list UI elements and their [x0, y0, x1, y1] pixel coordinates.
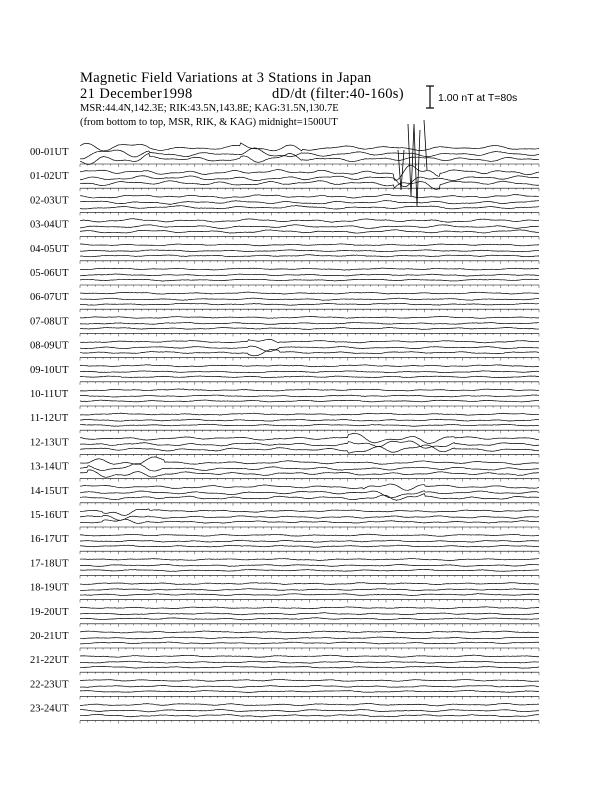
trace-msr: [80, 255, 539, 257]
hour-row: [30, 219, 539, 240]
minute-ticks: [80, 721, 539, 724]
hour-label: 18-19UT: [30, 582, 69, 594]
hour-row: [30, 484, 539, 506]
trace-kag: [80, 433, 539, 443]
hour-label: 03-04UT: [30, 219, 69, 231]
trace-rik: [80, 298, 539, 300]
trace-msr: [80, 327, 539, 329]
trace-kag: [80, 457, 539, 465]
trace-kag: [80, 389, 539, 391]
trace-msr: [80, 303, 539, 305]
trace-msr: [80, 153, 539, 164]
trace-msr: [80, 445, 539, 453]
hour-label: 01-02UT: [30, 171, 69, 183]
hour-label: 05-06UT: [30, 268, 69, 279]
minute-ticks: [80, 237, 539, 240]
hour-row: [30, 558, 539, 578]
minute-ticks: [80, 672, 539, 675]
hour-label: 21-22UT: [30, 655, 69, 667]
minute-ticks: [80, 575, 539, 578]
trace-rik: [80, 540, 539, 542]
chart-date: 21 December1998: [80, 86, 193, 102]
component-filter-label: dD/dt (filter:40-160s): [272, 86, 404, 102]
minute-ticks: [80, 188, 539, 191]
hour-row: [30, 631, 539, 651]
minute-ticks: [80, 527, 539, 530]
hour-label: 04-05UT: [30, 243, 69, 255]
scale-bar: [426, 86, 434, 108]
minute-ticks: [80, 382, 539, 385]
trace-rik: [80, 564, 539, 566]
trace-kag: [80, 583, 539, 585]
chart-title: Magnetic Field Variations at 3 Stations in Japan: [80, 70, 372, 86]
trace-rik: [80, 613, 539, 615]
minute-ticks: [80, 696, 539, 699]
trace-kag: [80, 244, 539, 246]
hour-label: 13-14UT: [30, 461, 69, 473]
trace-kag: [80, 143, 539, 151]
trace-rik: [80, 515, 539, 520]
hour-label: 02-03UT: [30, 195, 69, 207]
trace-msr: [80, 206, 539, 210]
hour-row: [30, 268, 539, 288]
minute-ticks: [80, 600, 539, 603]
minute-ticks: [80, 358, 539, 361]
trace-kag: [80, 509, 539, 516]
hour-row: [30, 679, 539, 699]
trace-msr: [80, 642, 539, 644]
trace-rik: [80, 371, 539, 373]
minute-ticks: [80, 261, 539, 264]
trace-msr: [80, 230, 539, 233]
hour-row: [30, 195, 539, 216]
hour-row: [30, 339, 539, 360]
hour-label: 15-16UT: [30, 510, 69, 521]
hour-row: [30, 292, 539, 312]
trace-msr: [80, 618, 539, 620]
hour-row: [30, 583, 539, 603]
hour-row: [30, 703, 539, 723]
trace-rik: [80, 274, 539, 276]
minute-ticks: [80, 309, 539, 312]
trace-rik: [80, 637, 539, 639]
trace-kag: [80, 679, 539, 681]
station-order-note: (from bottom to top, MSR, RIK, & KAG) midnight=1500UT: [80, 117, 338, 128]
trace-kag: [80, 365, 539, 367]
trace-rik: [80, 395, 539, 397]
minute-ticks: [80, 406, 539, 409]
minute-ticks: [80, 454, 539, 457]
trace-msr: [80, 594, 539, 596]
hour-label: 08-09UT: [30, 340, 69, 352]
trace-kag: [80, 703, 539, 706]
trace-rik: [80, 464, 539, 471]
hour-row: [30, 365, 539, 385]
minute-ticks: [80, 333, 539, 336]
hour-label: 16-17UT: [30, 534, 69, 546]
trace-kag: [80, 292, 539, 294]
hour-label: 19-20UT: [30, 606, 69, 618]
trace-msr: [80, 690, 539, 692]
hour-row: [30, 534, 539, 554]
minute-ticks: [80, 503, 539, 506]
trace-kag: [80, 339, 539, 343]
trace-rik: [80, 201, 539, 205]
trace-kag: [80, 655, 539, 657]
trace-rik: [80, 661, 539, 663]
hour-label: 07-08UT: [30, 316, 69, 328]
trace-rik: [80, 346, 539, 352]
station-coordinates: MSR:44.4N,142.3E; RIK:43.5N,143.8E; KAG:31.5N,130.7E: [80, 103, 339, 114]
hour-row: [30, 316, 539, 336]
hour-label: 23-24UT: [30, 703, 69, 715]
trace-msr: [80, 470, 539, 477]
trace-kag: [80, 534, 539, 536]
hour-row: [30, 389, 539, 409]
trace-kag: [80, 559, 539, 561]
hour-row: [30, 655, 539, 675]
trace-rik: [80, 589, 539, 591]
hour-label: 12-13UT: [30, 437, 69, 449]
trace-rik: [80, 176, 539, 187]
trace-rik: [80, 709, 539, 711]
trace-rik: [80, 322, 539, 324]
trace-msr: [80, 545, 539, 547]
hour-label: 11-12UT: [30, 413, 69, 425]
minute-ticks: [80, 624, 539, 627]
hour-label: 00-01UT: [30, 147, 69, 158]
hour-row: [30, 143, 539, 167]
trace-kag: [80, 413, 539, 415]
trace-msr: [80, 424, 539, 426]
hour-label: 06-07UT: [30, 292, 69, 304]
hour-label: 10-11UT: [30, 389, 69, 400]
minute-ticks: [80, 164, 539, 167]
hour-row: [30, 607, 539, 627]
trace-kag: [80, 607, 539, 609]
trace-msr: [80, 349, 539, 355]
large-spike-trace: [398, 120, 427, 206]
minute-ticks: [80, 430, 539, 433]
trace-msr: [80, 714, 539, 717]
hour-row: [30, 413, 539, 433]
hour-row: [30, 433, 539, 457]
minute-ticks: [80, 212, 539, 215]
trace-rik: [80, 250, 539, 252]
hour-row: [30, 509, 539, 530]
trace-msr: [80, 569, 539, 571]
minute-ticks: [80, 285, 539, 288]
trace-msr: [80, 493, 539, 500]
trace-kag: [80, 195, 539, 199]
trace-msr: [80, 400, 539, 402]
trace-kag: [80, 268, 539, 270]
hour-label: 20-21UT: [30, 631, 69, 642]
trace-kag: [80, 484, 539, 490]
trace-rik: [80, 685, 539, 687]
trace-rik: [80, 419, 539, 421]
trace-msr: [80, 519, 539, 523]
hour-row: [30, 165, 539, 191]
hour-row: [30, 457, 539, 482]
hour-label: 09-10UT: [30, 364, 69, 376]
minute-ticks: [80, 551, 539, 554]
trace-rik: [80, 225, 539, 229]
hour-row: [30, 244, 539, 264]
trace-kag: [80, 631, 539, 633]
trace-kag: [80, 219, 539, 222]
minute-ticks: [80, 648, 539, 651]
minute-ticks: [80, 479, 539, 482]
trace-rik: [80, 441, 539, 448]
hour-label: 14-15UT: [30, 485, 69, 497]
trace-kag: [80, 165, 539, 180]
trace-msr: [80, 666, 539, 668]
trace-msr: [80, 279, 539, 281]
scale-bar-label: 1.00 nT at T=80s: [438, 92, 518, 104]
hour-label: 17-18UT: [30, 558, 69, 570]
hour-label: 22-23UT: [30, 679, 69, 691]
trace-msr: [80, 376, 539, 378]
trace-kag: [80, 316, 539, 318]
